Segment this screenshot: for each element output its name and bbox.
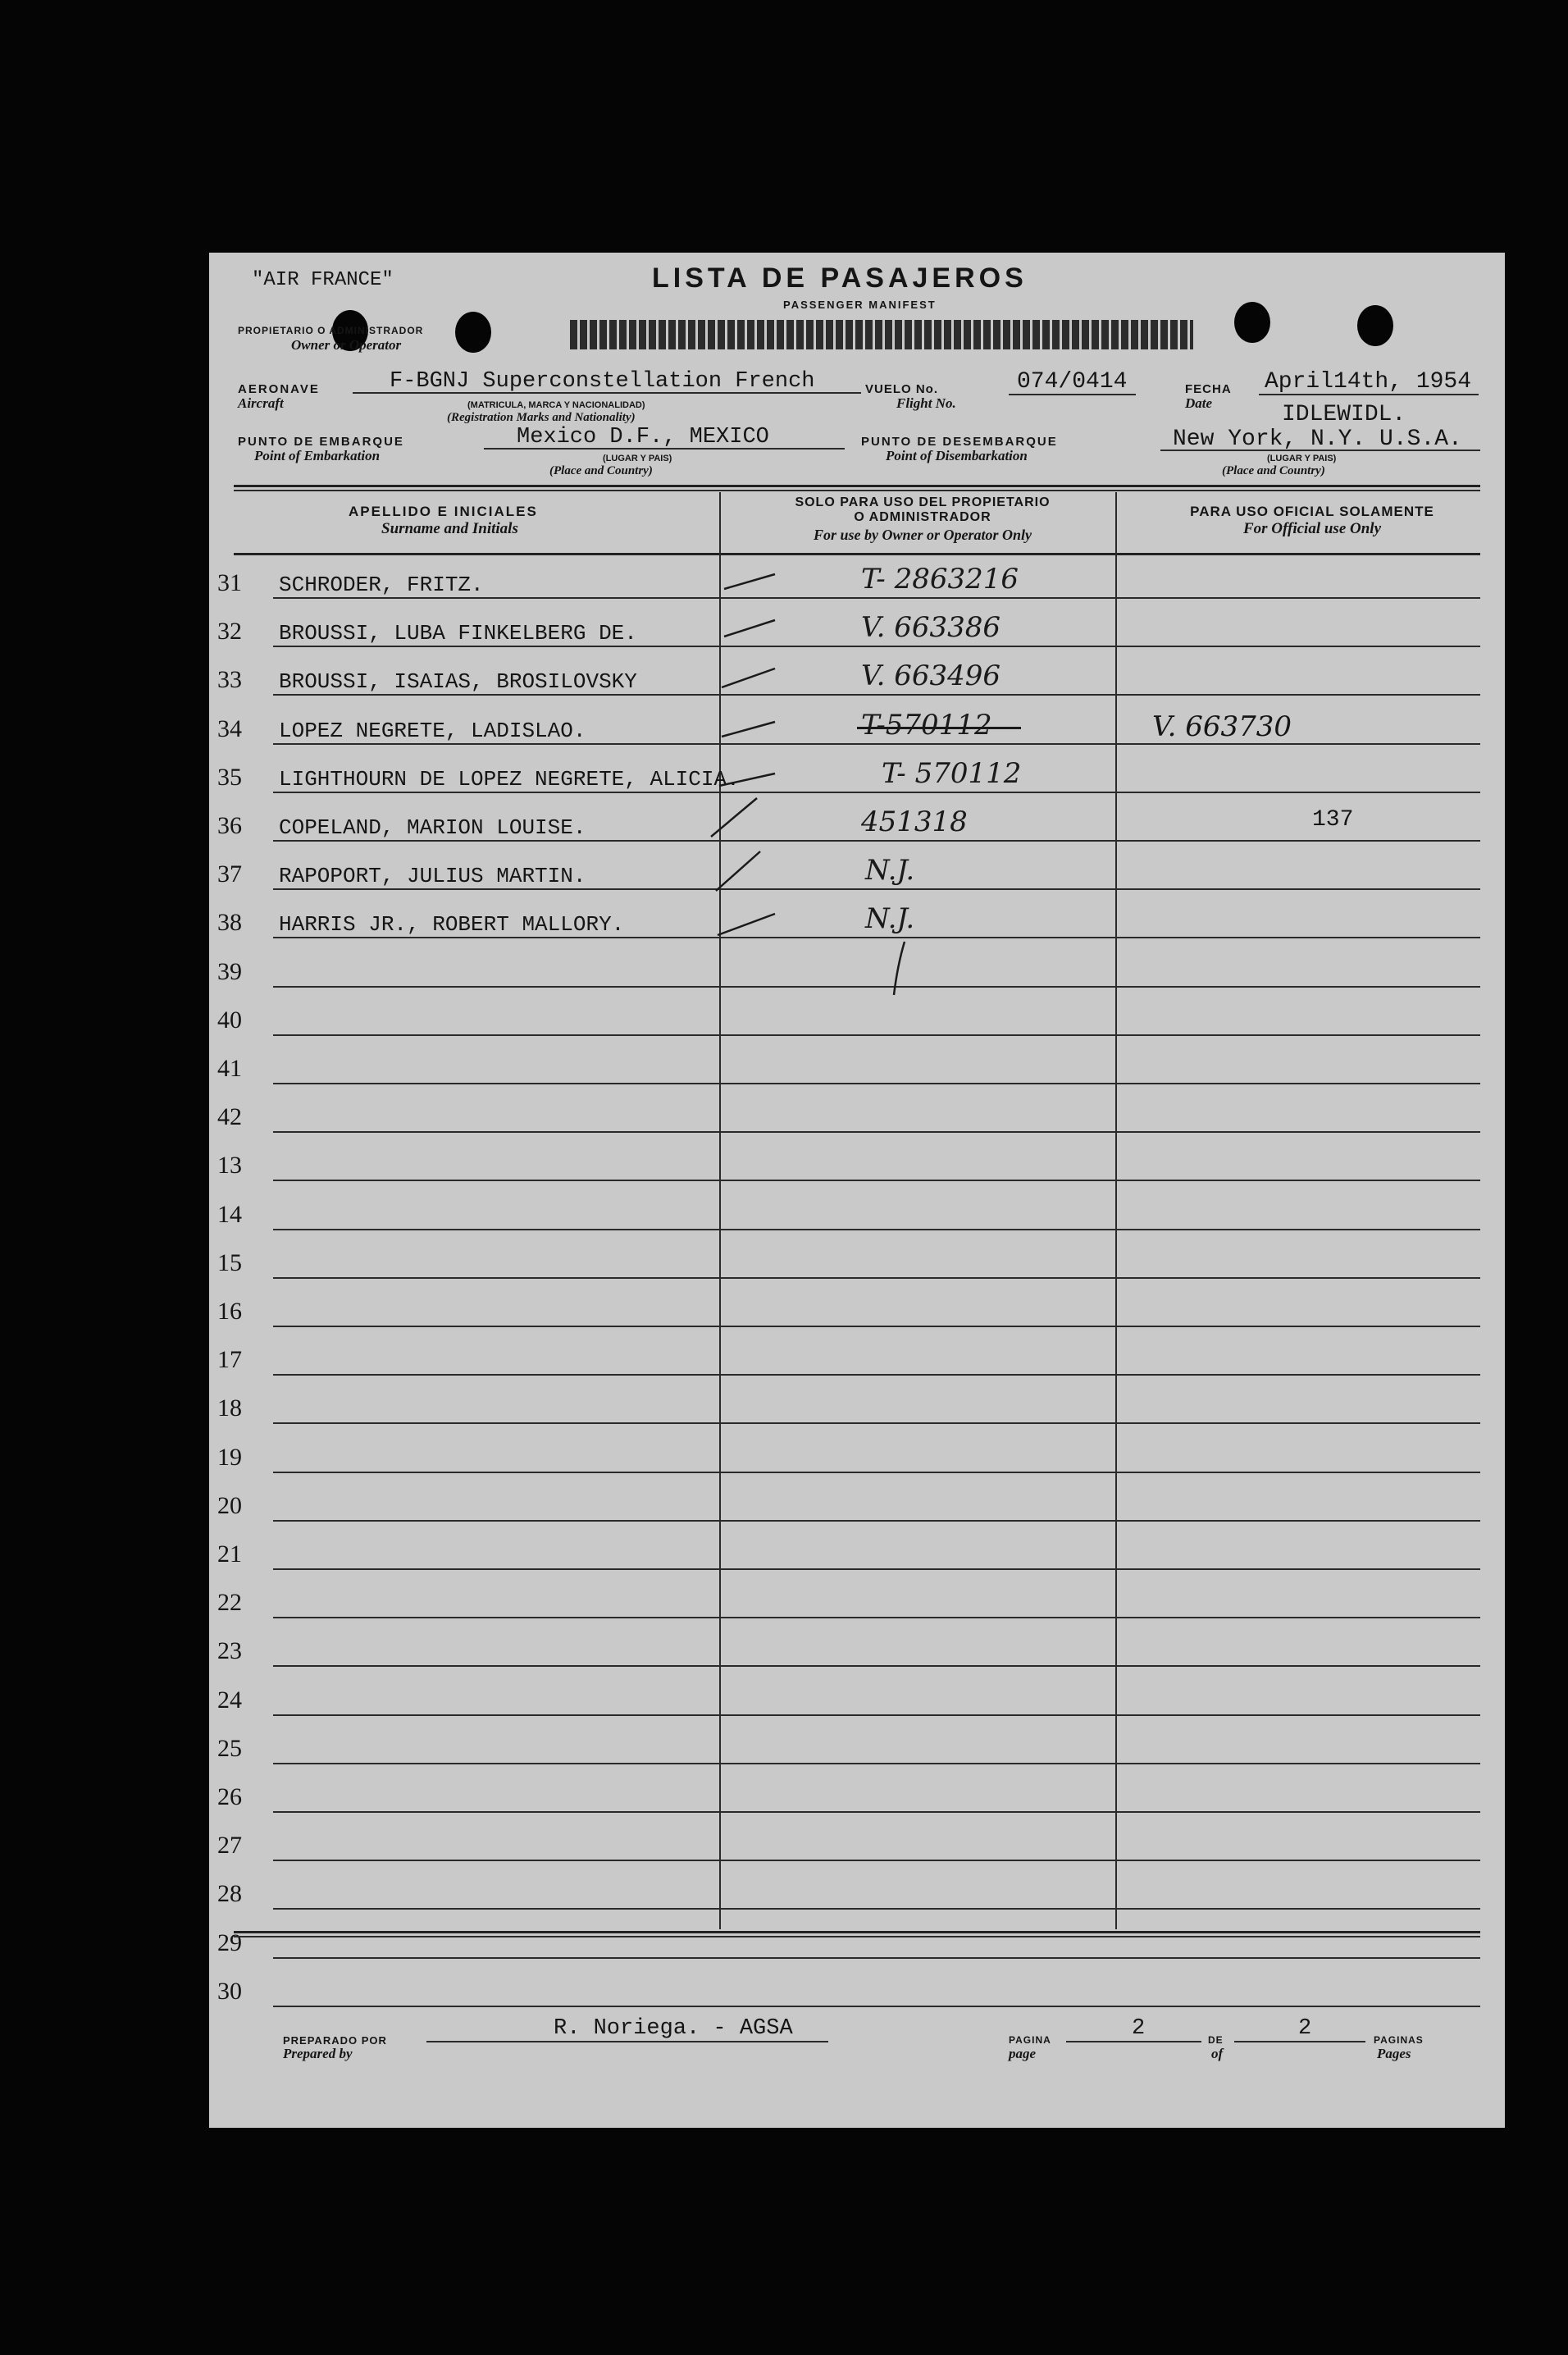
owner-note: V. 663496 (861, 659, 1001, 693)
footer-rule (234, 1936, 1480, 1937)
owner-note: T- 2863216 (861, 563, 1019, 596)
disembark-label: PUNTO DE DESEMBARQUE (861, 435, 1058, 449)
passenger-name: LIGHTHOURN DE LOPEZ NEGRETE, ALICIA. (279, 766, 740, 792)
row-number: 14 (217, 1200, 242, 1228)
prepared-label-en: Prepared by (283, 2046, 353, 2061)
embark-sub: (LUGAR Y PAIS) (603, 454, 672, 463)
check-mark (716, 851, 760, 891)
prepared-label: PREPARADO POR (283, 2034, 387, 2047)
official-note: 137 (1312, 807, 1354, 833)
of-label-en: of (1211, 2046, 1224, 2061)
row-number: 27 (217, 1832, 242, 1860)
page-label-en: page (1009, 2046, 1037, 2061)
disembark-label-en: Point of Disembarkation (886, 448, 1028, 463)
vuelo-label: VUELO No. (865, 382, 939, 396)
row-number: 24 (217, 1686, 242, 1714)
row-number: 21 (217, 1540, 242, 1568)
row-number: 42 (217, 1103, 242, 1131)
fecha-label: FECHA (1185, 382, 1232, 396)
row-number: 39 (217, 957, 242, 985)
row-number: 13 (217, 1152, 242, 1180)
row-number: 32 (217, 618, 242, 646)
check-marks (209, 253, 1505, 2128)
total-pages: 2 (1298, 2016, 1312, 2041)
aeronave-label: AERONAVE (238, 382, 320, 396)
official-column-header: PARA USO OFICIAL SOLAMENTE (1190, 504, 1434, 519)
owner-label-en: Owner or Operator (291, 337, 402, 353)
row-number: 41 (217, 1055, 242, 1082)
passenger-name: HARRIS JR., ROBERT MALLORY. (279, 912, 625, 938)
row-number: 37 (217, 860, 242, 888)
owner-note: T-570112 (861, 708, 992, 742)
row-number: 23 (217, 1637, 242, 1665)
pagina-label: PAGINA (1009, 2034, 1051, 2046)
check-mark (724, 620, 775, 637)
row-number: 30 (217, 1977, 242, 2005)
embark-value: Mexico D.F., MEXICO (517, 425, 769, 450)
disembark-sub-en: (Place and Country) (1222, 464, 1325, 477)
embark-label-en: Point of Embarkation (254, 448, 381, 463)
check-mark (711, 798, 757, 837)
row-number: 33 (217, 666, 242, 694)
owner-note: V. 663386 (861, 611, 1001, 645)
flight-value: 074/0414 (1017, 369, 1128, 395)
names-column-header: APELLIDO E INICIALES (349, 504, 538, 519)
aircraft-value: F-BGNJ Superconstellation French (390, 369, 815, 394)
row-number: 20 (217, 1491, 242, 1519)
embark-sub-en: (Place and Country) (549, 464, 653, 477)
date-value: April14th, 1954 (1265, 369, 1472, 395)
check-mark (722, 669, 775, 687)
page-title: LISTA DE PASAJEROS (652, 262, 1028, 294)
page-subtitle: PASSENGER MANIFEST (783, 299, 937, 311)
aircraft-sub-en: (Registration Marks and Nationality) (447, 411, 636, 424)
owner-column-header-2: O ADMINISTRADOR (854, 510, 991, 524)
row-number: 15 (217, 1248, 242, 1276)
check-mark (718, 914, 775, 935)
owner-column-header-en: For use by Owner or Operator Only (813, 527, 1032, 543)
row-number: 17 (217, 1346, 242, 1374)
passenger-name: COPELAND, MARION LOUISE. (279, 815, 586, 840)
row-number: 18 (217, 1394, 242, 1422)
row-number: 16 (217, 1298, 242, 1325)
passenger-name: RAPOPORT, JULIUS MARTIN. (279, 864, 586, 889)
passenger-name: BROUSSI, LUBA FINKELBERG DE. (279, 621, 637, 646)
row-number: 31 (217, 569, 242, 596)
row-number: 35 (217, 763, 242, 791)
aircraft-sub: (MATRICULA, MARCA Y NACIONALIDAD) (467, 400, 645, 410)
passenger-name: BROUSSI, ISAIAS, BROSILOVSKY (279, 669, 637, 695)
row-number: 26 (217, 1783, 242, 1810)
embark-label: PUNTO DE EMBARQUE (238, 435, 404, 449)
de-label: DE (1208, 2034, 1224, 2046)
row-number: 19 (217, 1443, 242, 1471)
names-column-header-en: Surname and Initials (381, 520, 518, 537)
date-label-en: Date (1185, 395, 1213, 411)
footer-rule (234, 1931, 1480, 1933)
check-mark (719, 774, 775, 786)
row-number: 29 (217, 1928, 242, 1956)
owner-note: N.J. (865, 902, 915, 936)
owner-note: 451318 (861, 806, 968, 838)
official-note: V. 663730 (1152, 710, 1292, 743)
owner-label: PROPIETARIO O ADMINISTRADOR (238, 325, 424, 336)
owner-note: N.J. (865, 854, 915, 888)
passenger-name: SCHRODER, FRITZ. (279, 573, 484, 597)
row-number: 34 (217, 714, 242, 742)
row-number: 36 (217, 812, 242, 839)
disembark-sub: (LUGAR Y PAIS) (1267, 454, 1337, 463)
aircraft-label-en: Aircraft (238, 395, 284, 411)
page-number: 2 (1132, 2016, 1146, 2041)
row-number: 28 (217, 1880, 242, 1908)
manifest-sheet (209, 253, 1505, 2128)
check-mark (724, 574, 775, 589)
arrival-airport: IDLEWIDL. (1282, 402, 1406, 427)
owner-column-header: SOLO PARA USO DEL PROPIETARIO (795, 495, 1051, 509)
flight-label-en: Flight No. (896, 395, 956, 411)
passenger-name: LOPEZ NEGRETE, LADISLAO. (279, 718, 586, 743)
airline-name: "AIR FRANCE" (252, 269, 394, 291)
row-number: 22 (217, 1589, 242, 1617)
owner-note: T- 570112 (882, 756, 1022, 790)
pages-label-en: Pages (1377, 2046, 1411, 2061)
row-number: 25 (217, 1734, 242, 1762)
row-number: 40 (217, 1006, 242, 1034)
paginas-label: PAGINAS (1374, 2034, 1424, 2046)
prepared-value: R. Noriega. - AGSA (554, 2016, 793, 2041)
row-number: 38 (217, 909, 242, 937)
check-mark (722, 722, 775, 737)
official-column-header-en: For Official use Only (1242, 520, 1381, 537)
disembark-value: New York, N.Y. U.S.A. (1173, 427, 1462, 452)
ditto-mark (894, 942, 905, 995)
